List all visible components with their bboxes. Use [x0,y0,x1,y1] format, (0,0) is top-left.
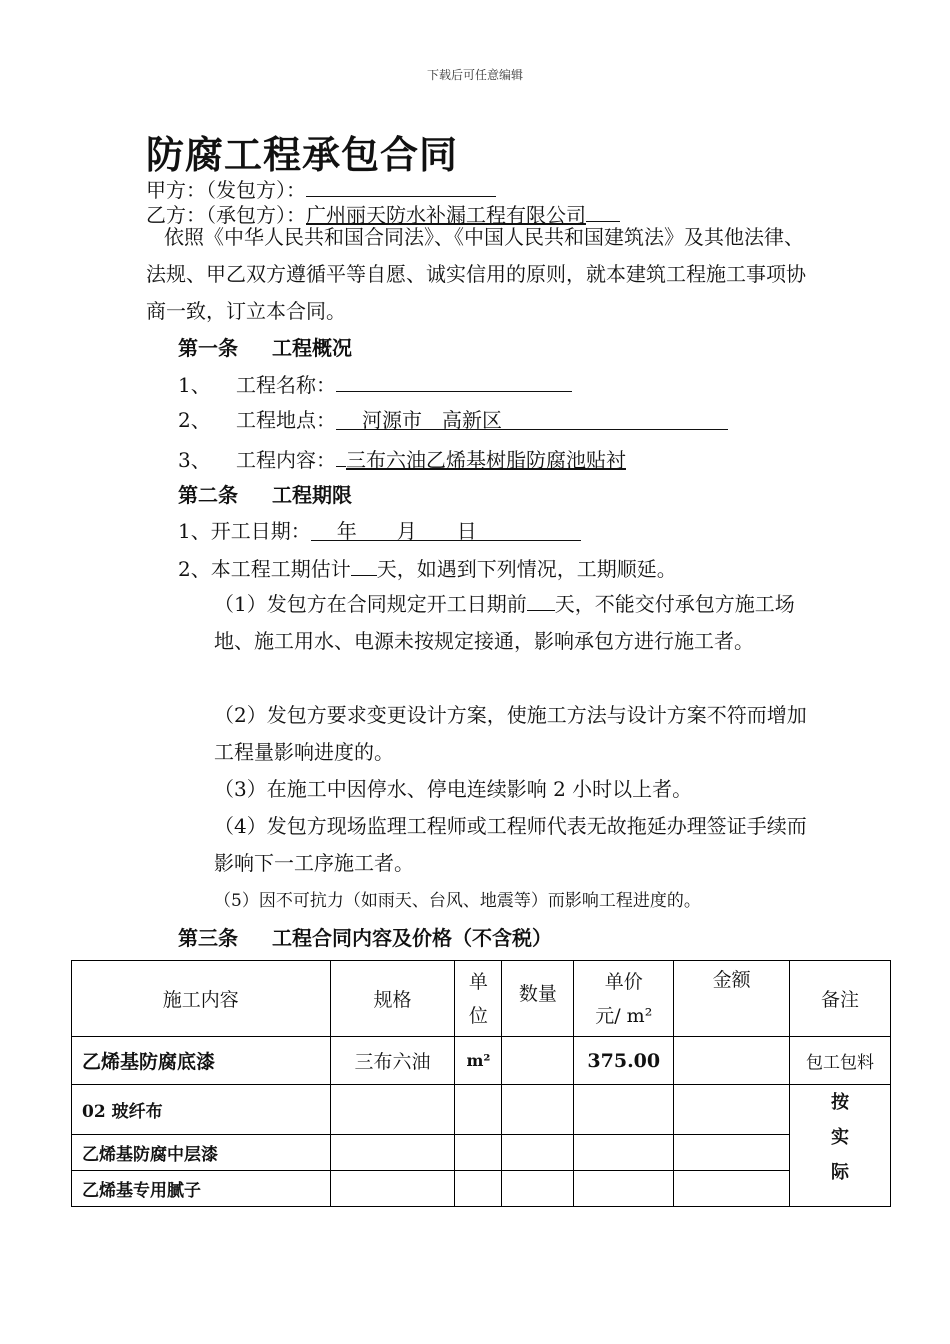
header-price-line1: 单价 [604,970,643,993]
cell-amount [674,1085,790,1135]
party-a-label: 甲方：（发包方）： [146,178,306,202]
duration-days-field[interactable] [351,555,377,576]
table-row [72,1037,891,1085]
duration-suffix: 天，如遇到下列情况，工期顺延。 [376,557,677,581]
item-label: 工程名称： [236,373,336,397]
article3-heading [178,925,552,951]
note-char-3: 际 [831,1162,850,1183]
cell-unit [455,1085,502,1135]
article2-number: 第二条 [178,483,238,507]
header-note: 下载后可任意编辑 [426,68,523,82]
header-unit-line1: 单 [468,970,488,993]
start-date-line [178,518,581,544]
party-a-line [146,176,496,203]
condition-5: （5）因不可抗力（如雨天、台风、地震等）而影响工程进度的。 [214,891,701,911]
item-number: 1、 [178,373,211,397]
table-row [72,1135,891,1171]
item-label: 工程地点： [236,408,336,432]
header-unit [455,961,502,1037]
article3-number: 第三条 [178,926,238,950]
cell-price [574,1085,674,1135]
article1-item-3 [178,444,626,473]
cell-spec [330,1171,455,1207]
cell-qty [502,1171,574,1207]
note-char-1: 按 [831,1092,850,1113]
cell-amount [674,1171,790,1207]
contract-table [71,960,891,1207]
article3-title: 工程合同内容及价格（不含税） [272,926,552,950]
item-number: 2、 [178,408,211,432]
party-b-label: 乙方：（承包方）： [146,203,306,227]
header-note: 备注 [790,961,891,1037]
cell-spec: 三布六油 [330,1037,455,1085]
table-row [72,1171,891,1207]
cell-qty [502,1085,574,1135]
item-label: 工程内容： [236,448,336,472]
cell-qty [502,1037,574,1085]
cell-amount [674,1135,790,1171]
project-location-value: 河源市 高新区 [336,407,728,430]
item-number: 3、 [178,448,211,472]
condition-1-text-b: 天，不能交付承包方施工场地、施工用水、电源未按规定接通，影响承包方进行施工者。 [214,592,795,653]
note-char-2: 实 [831,1127,850,1148]
condition-1-days-field[interactable] [527,590,555,611]
cell-spec [330,1135,455,1171]
cell-note: 包工包料 [790,1037,891,1085]
condition-1 [214,586,814,660]
article1-number: 第一条 [178,336,238,360]
cell-unit [455,1135,502,1171]
cell-spec [330,1085,455,1135]
start-date-label: 1、开工日期： [178,519,311,543]
cell-note-merged [790,1085,891,1207]
cell-content: 乙烯基专用腻子 [72,1171,331,1207]
intro-paragraph: 依照《中华人民共和国合同法》、《中国人民共和国建筑法》及其他法律、法规、甲乙双方遵循平等自愿、诚实信用的原则，就本建筑工程施工事项协商一致，订立本合同。 [146,225,806,323]
page-title: 防腐工程承包合同 [146,132,459,177]
condition-2: （2）发包方要求变更设计方案，使施工方法与设计方案不符而增加工程量影响进度的。 [214,703,807,764]
condition-4: （4）发包方现场监理工程师或工程师代表无故拖延办理签证手续而影响下一工序施工者。 [214,814,807,875]
cell-qty [502,1135,574,1171]
cell-unit [455,1171,502,1207]
header-content: 施工内容 [72,961,331,1037]
article1-heading [178,335,352,361]
cell-content: 02 玻纤布 [72,1085,331,1135]
header-qty: 数量 [502,961,574,1037]
condition-3: （3）在施工中因停水、停电连续影响 2 小时以上者。 [214,777,693,801]
cell-price [574,1171,674,1207]
article1-item-2 [178,407,728,433]
start-date-field[interactable]: 年 月 日 [311,518,581,541]
duration-prefix: 2、本工程工期估计 [178,557,351,581]
article2-title: 工程期限 [272,483,352,507]
project-name-field[interactable] [336,371,572,392]
header-amount: 金额 [674,961,790,1037]
header-spec: 规格 [330,961,455,1037]
cell-price [574,1135,674,1171]
article1-item-1 [178,371,572,398]
header-unit-line2: 位 [468,1004,488,1027]
cell-content: 乙烯基防腐中层漆 [72,1135,331,1171]
party-b-value: 广州丽天防水补漏工程有限公司 [306,203,586,227]
article1-title: 工程概况 [272,336,352,360]
project-content-value: 三布六油乙烯基树脂防腐池贴衬 [346,448,626,472]
table-header-row [72,961,891,1037]
party-a-field[interactable] [306,176,496,197]
cell-price: 375.00 [574,1037,674,1085]
article2-heading [178,482,352,508]
cell-unit: m² [455,1037,502,1085]
table-row [72,1085,891,1135]
cell-amount [674,1037,790,1085]
cell-content: 乙烯基防腐底漆 [72,1037,331,1085]
header-price-line2: 元/ m² [595,1004,653,1027]
header-price [574,961,674,1037]
duration-line [178,555,677,582]
condition-1-text-a: （1）发包方在合同规定开工日期前 [214,592,527,616]
